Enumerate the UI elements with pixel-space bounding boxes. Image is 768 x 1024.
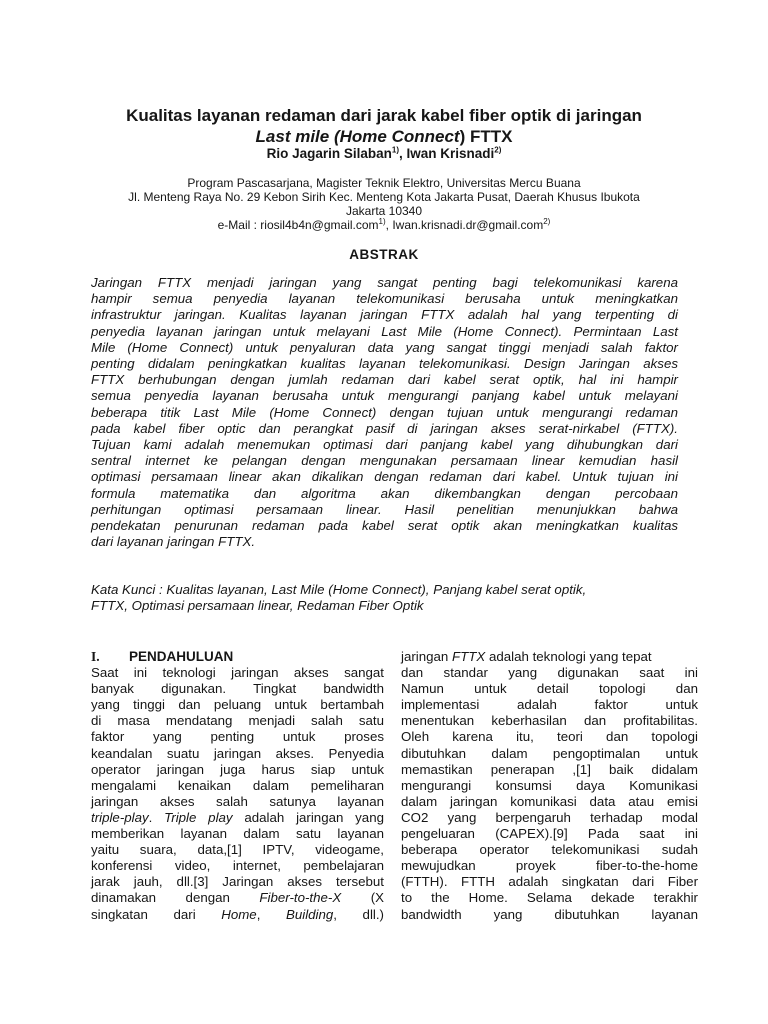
body-italic: triple-play (91, 809, 149, 825)
abstract-line: pada kabel fiber optic dan perangkat pasif di jaringan akses serat-nirkabel (FTTX). (91, 420, 678, 436)
body-line: di masa mendatang menjadi salah satu (91, 713, 384, 729)
body-column-right (401, 649, 698, 923)
body-italic: Triple play (164, 809, 233, 825)
body-line: to the Home. Selama dekade terakhir (401, 890, 698, 906)
body-line: Oleh karena itu, teori dan topologi (401, 729, 698, 745)
abstract-line: formula matematika dan algoritma akan dikembangkan dengan percobaan (91, 485, 678, 501)
body-line: operator jaringan juga harus siap untuk (91, 761, 384, 777)
body-line: dibutuhkan dalam pengoptimalan untuk (401, 745, 698, 761)
body-line (91, 907, 384, 923)
body-text: , dll.) (333, 906, 384, 922)
body-text: , (256, 906, 286, 922)
abstract-line: penting didalam peningkatkan kualitas layanan telekomunikasi. Design Jaringan akses (91, 356, 678, 372)
body-line: memastikan penerapan ,[1] baik didalam (401, 761, 698, 777)
body-text: dinamakan dengan (91, 890, 260, 906)
body-line: keandalan suatu jaringan akses. Penyedia (91, 745, 384, 761)
body-line: dan standar yang digunakan saat ini (401, 665, 698, 681)
body-line: implementasi adalah faktor untuk (401, 697, 698, 713)
section-number: I. (91, 649, 100, 664)
paper-title-line-2 (60, 126, 708, 147)
body-text: adalah teknologi yang tepat (485, 649, 652, 664)
section-heading (91, 649, 384, 665)
author-1-affiliation-mark: 1) (391, 145, 399, 155)
body-line: Namun untuk detail topologi dan (401, 681, 698, 697)
body-text: singkatan dari (91, 906, 222, 922)
author-2: , Iwan Krisnadi (399, 146, 495, 161)
keywords-line: FTTX, Optimasi persamaan linear, Redaman Fiber Optik (91, 598, 424, 614)
abstract-line: FTTX berhubungan dengan jumlah redaman dari kabel serat optik, hal ini hampir (91, 372, 678, 388)
body-line: mengalami kenaikan dalam pemeliharan (91, 777, 384, 793)
abstract-line: dari layanan jaringan FTTX. (91, 534, 256, 550)
author-2-affiliation-mark: 2) (494, 145, 502, 155)
body-column-left (91, 649, 384, 923)
body-line: pengeluaran (CAPEX).[9] Pada saat ini (401, 826, 698, 842)
body-line (91, 890, 384, 906)
body-line: dalam jaringan komunikasi data atau emisi (401, 793, 698, 809)
body-text: adalah jaringan yang (232, 809, 384, 825)
abstract-line: perhitungan optimasi persamaan linear. Hasil penelitian menunjukkan bahwa (91, 501, 678, 517)
body-italic: Fiber-to-the-X (259, 890, 342, 906)
body-italic: Home (221, 906, 257, 922)
body-line: faktor yang penting untuk proses (91, 729, 384, 745)
body-text: jaringan (401, 649, 453, 664)
title-rest: ) FTTX (459, 127, 513, 146)
abstract-body (91, 275, 678, 550)
section-title: PENDAHULUAN (129, 649, 234, 664)
body-text: (X (341, 890, 384, 906)
abstract-line: penyedia layanan jaringan untuk melayani Last Mile (Home Connect). Permintaan Last (91, 323, 678, 339)
abstract-line: infrastruktur jaringan. Kualitas layanan jaringan FTTX adalah hal yang terpenting di (91, 307, 678, 323)
body-line: bandwidth yang dibutuhkan layanan (401, 906, 698, 922)
body-italic: Building (285, 906, 334, 922)
author-1: Rio Jagarin Silaban (266, 146, 392, 161)
body-line: memberikan layanan dalam satu layanan (91, 826, 384, 842)
body-line: (FTTH). FTTH adalah singkatan dari Fiber (401, 874, 698, 890)
body-line: Saat ini teknologi jaringan akses sangat (91, 665, 384, 681)
abstract-line: optimasi persamaan linear akan dikalikan dengan redaman dari kabel. Untuk tujuan ini (91, 469, 678, 485)
email-2: , Iwan.krisnadi.dr@gmail.com (385, 218, 544, 232)
body-line: yang tinggi dan peluang untuk bertambah (91, 697, 384, 713)
keywords (91, 582, 678, 614)
abstract-line: Mile (Home Connect) untuk penyaluran data yang sangat tinggi menjadi salah faktor (91, 339, 678, 355)
body-line: konferensi video, internet, pembelajaran (91, 858, 384, 874)
email-1: e-Mail : riosil4b4n@gmail.com (217, 218, 379, 232)
body-line (401, 649, 698, 665)
abstract-heading: ABSTRAK (349, 247, 419, 262)
email-1-mark: 1) (378, 217, 386, 226)
abstract-line: Tujuan kami adalah menemukan optimasi dari panjang kabel yang dihubungkan dari (91, 437, 678, 453)
paper-title-line-1: Kualitas layanan redaman dari jarak kabel fiber optik di jaringan (126, 106, 642, 125)
abstract-line: pendekatan penurunan redaman pada kabel serat optik akan meningkatkan kualitas (91, 518, 678, 534)
body-italic: FTTX (452, 649, 486, 664)
affiliation-address: Jl. Menteng Raya No. 29 Kebon Sirih Kec. Menteng Kota Jakarta Pusat, Daerah Khusus Ibukota (128, 190, 640, 204)
abstract-line: Jaringan FTTX menjadi jaringan yang sangat penting bagi telekomunikasi karena (91, 275, 678, 290)
affiliation-city: Jakarta 10340 (345, 204, 423, 218)
email-2-mark: 2) (543, 217, 551, 226)
body-line: mengurangi konsumsi daya Komunikasi (401, 777, 698, 793)
abstract-line: beberapa titik Last Mile (Home Connect) dengan tujuan untuk mengurangi redaman (91, 404, 678, 420)
title-italic-part: Last mile (Home Connect (255, 127, 460, 146)
affiliation-program: Program Pascasarjana, Magister Teknik Elektro, Universitas Mercu Buana (187, 176, 581, 190)
body-line: menentukan keberhasilan dan profitabilitas. (401, 713, 698, 729)
author-list (60, 146, 708, 162)
body-line: beberapa operator telekomunikasi sudah (401, 842, 698, 858)
abstract-line: semua penyedia layanan berusaha untuk mengurangi panjang kabel untuk melayani (91, 388, 678, 404)
keywords-line: Kata Kunci : Kualitas layanan, Last Mile (Home Connect), Panjang kabel serat optik, (91, 582, 587, 597)
abstract-line: hampir semua penyedia layanan telekomunikasi berusaha untuk meningkatkan (91, 291, 678, 307)
body-text: . (148, 809, 165, 825)
body-line (91, 810, 384, 826)
body-line: jarak jauh, dll.[3] Jaringan akses tersebut (91, 874, 384, 890)
body-line: yaitu suara, data,[1] IPTV, videogame, (91, 842, 384, 858)
abstract-line: sentral internet ke pelangan dengan mengunakan persamaan linear kemudian hasil (91, 453, 678, 469)
body-line: mewujudkan proyek fiber-to-the-home (401, 858, 698, 874)
body-line: jaringan akses salah satunya layanan (91, 793, 384, 809)
body-line: banyak digunakan. Tingkat bandwidth (91, 681, 384, 697)
body-line: CO2 yang berpengaruh terhadap modal (401, 809, 698, 825)
contact-email (60, 218, 708, 232)
